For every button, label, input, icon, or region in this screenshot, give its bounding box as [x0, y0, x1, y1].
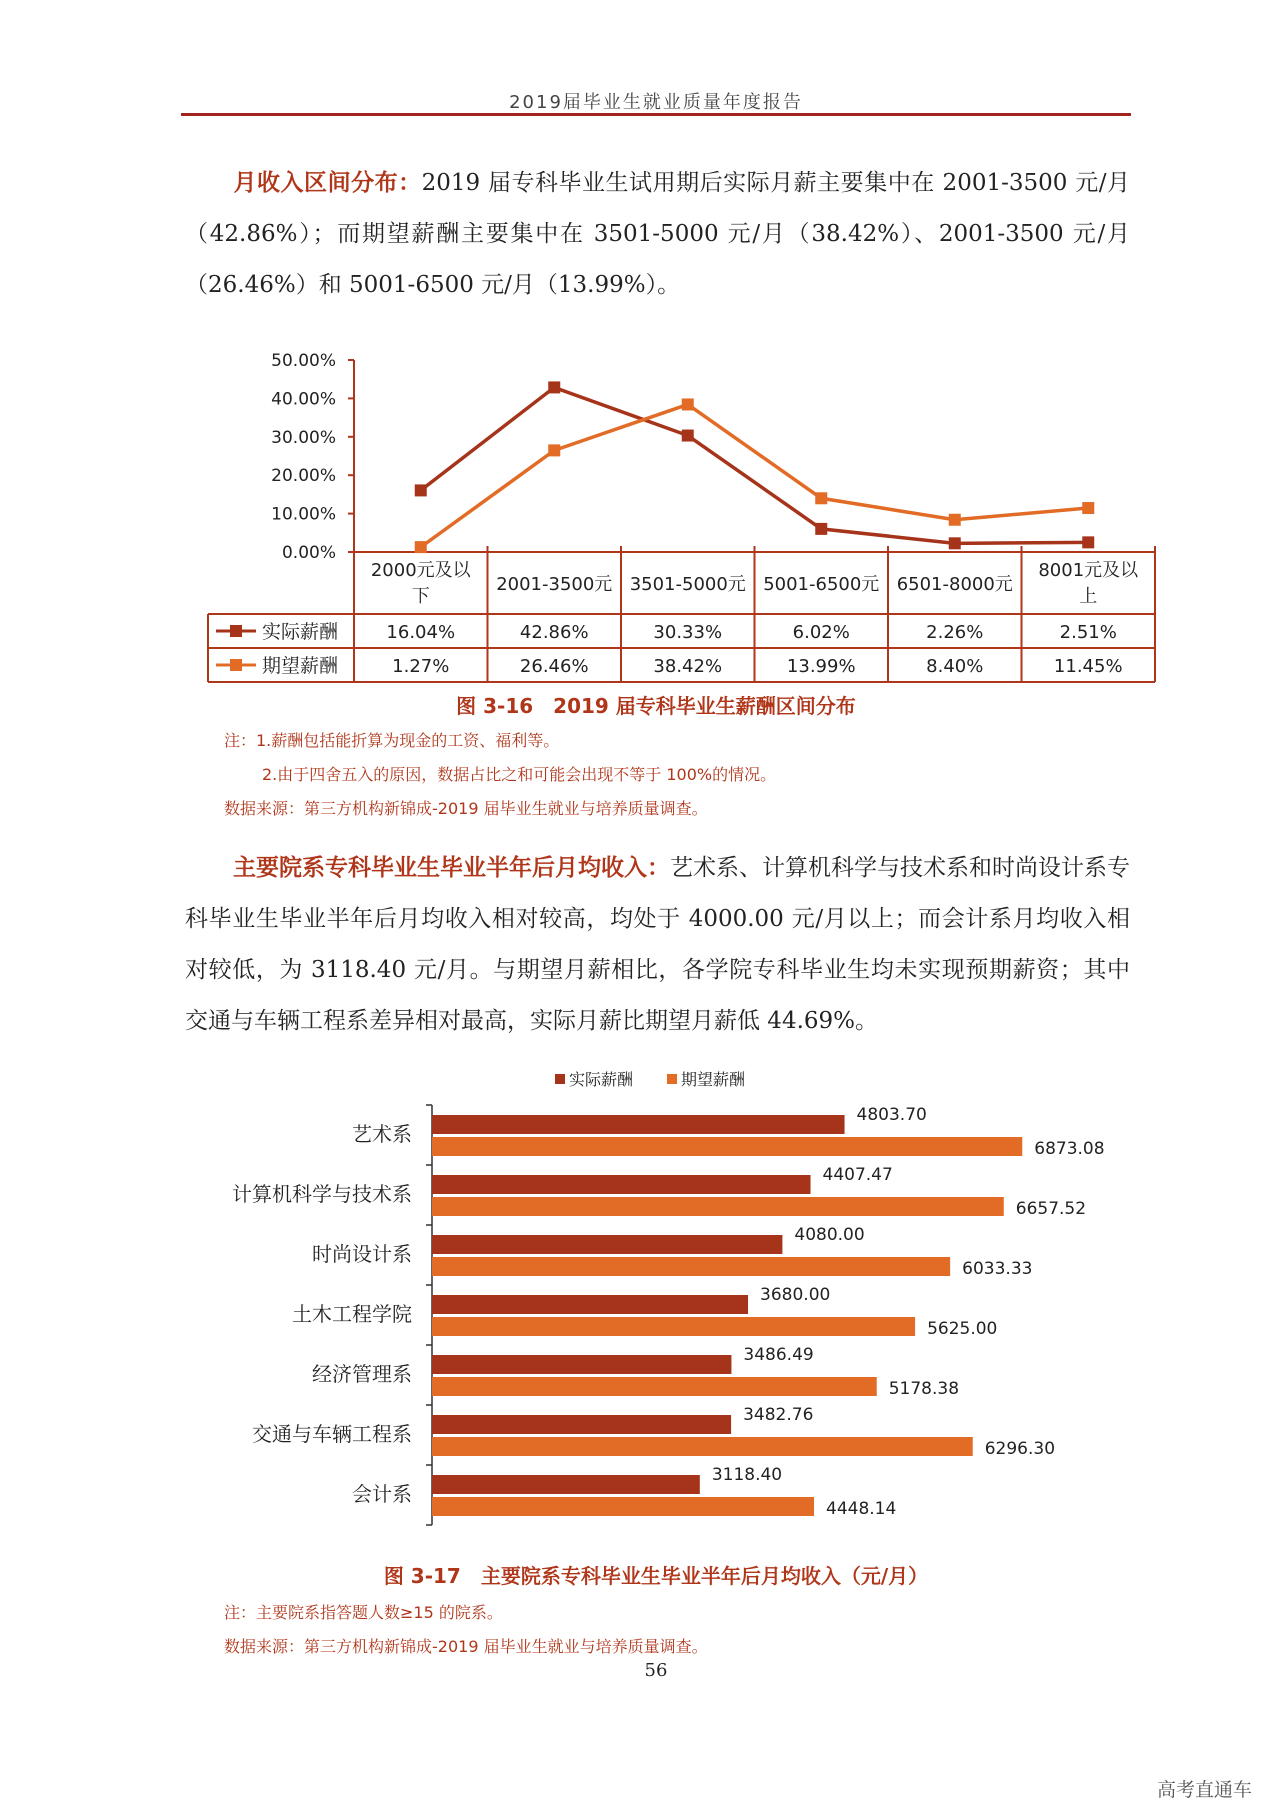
x-category-label: 3501-5000元	[629, 574, 746, 595]
data-point	[949, 514, 961, 526]
page-number: 56	[644, 1660, 668, 1681]
data-label: 13.99%	[786, 656, 856, 677]
bar-value-label: 4448.14	[826, 1499, 897, 1519]
legend-marker	[230, 659, 242, 671]
watermark: 高考直通车	[1156, 1779, 1252, 1801]
bar-expected	[432, 1137, 1022, 1156]
income-range-paragraph	[185, 158, 1130, 311]
paragraph-body: 2019 届专科毕业生试用期后实际月薪主要集中在 2001-3500 元/月（42.86%）；而期望薪酬主要集中在 3501-5000 元/月（38.42%）、2001-3500 元/月（26.46%）和 5001-6500 元/月（13.99%）。	[185, 170, 1130, 298]
legend-marker	[667, 1074, 677, 1084]
bar-expected	[432, 1437, 973, 1456]
data-point	[949, 537, 961, 549]
x-category-label: 下	[411, 586, 430, 607]
x-category-label: 上	[1079, 586, 1098, 607]
data-label: 11.45%	[1053, 656, 1123, 677]
y-tick-label: 0.00%	[281, 543, 336, 563]
bar-value-label: 3118.40	[711, 1465, 783, 1485]
data-point	[548, 381, 560, 393]
data-label: 2.51%	[1059, 622, 1117, 643]
legend-marker	[230, 625, 242, 637]
report-header: 2019届毕业生就业质量年度报告	[509, 92, 803, 113]
data-label: 26.46%	[519, 656, 589, 677]
data-point	[415, 484, 427, 496]
category-label: 交通与车辆工程系	[252, 1422, 412, 1446]
x-category-label: 6501-8000元	[896, 574, 1013, 595]
y-tick-label: 10.00%	[271, 504, 336, 525]
figure-caption-3-16: 图 3-16 2019 届专科毕业生薪酬区间分布	[456, 694, 856, 718]
bar-expected	[432, 1317, 915, 1336]
bar-value-label: 4803.70	[856, 1105, 927, 1125]
legend-label: 实际薪酬	[262, 621, 339, 643]
x-category-label: 5001-6500元	[763, 574, 880, 595]
category-label: 时尚设计系	[312, 1242, 412, 1266]
figure-caption-3-17: 图 3-17 主要院系专科毕业生毕业半年后月均收入（元/月）	[383, 1564, 929, 1588]
x-category-label: 8001元及以	[1038, 560, 1139, 581]
bar-actual	[432, 1295, 748, 1314]
data-point	[415, 541, 427, 553]
data-label: 42.86%	[519, 622, 589, 643]
data-label: 38.42%	[653, 656, 723, 677]
department-income-paragraph	[185, 843, 1130, 1047]
x-category-label: 2001-3500元	[496, 574, 613, 595]
bar-expected	[432, 1257, 950, 1276]
bar-actual	[432, 1355, 731, 1374]
data-point	[548, 444, 560, 456]
data-source-note: 数据来源：第三方机构新锦成-2019 届毕业生就业与培养质量调查。	[224, 1637, 708, 1656]
bar-actual	[432, 1415, 731, 1434]
paragraph-lead: 月收入区间分布：	[233, 170, 422, 196]
y-tick-label: 30.00%	[271, 427, 336, 448]
series-line-actual	[421, 387, 1089, 543]
data-label: 6.02%	[792, 622, 850, 643]
figure-note: 注：1.薪酬包括能折算为现金的工资、福利等。	[224, 731, 560, 750]
legend-marker	[555, 1074, 565, 1084]
salary-range-line-chart	[200, 345, 1170, 690]
bar-value-label: 3680.00	[760, 1285, 831, 1305]
paragraph-lead: 主要院系专科毕业生毕业半年后月均收入：	[233, 855, 670, 881]
figure-note: 注：主要院系指答题人数≥15 的院系。	[224, 1603, 503, 1622]
data-point	[815, 492, 827, 504]
bar-value-label: 4407.47	[822, 1165, 893, 1185]
x-category-label: 2000元及以	[370, 560, 471, 581]
data-label: 16.04%	[386, 622, 456, 643]
y-tick-label: 50.00%	[271, 351, 336, 371]
y-tick-label: 20.00%	[271, 466, 336, 487]
data-source-note: 数据来源：第三方机构新锦成-2019 届毕业生就业与培养质量调查。	[224, 799, 708, 818]
data-point	[682, 398, 694, 410]
bar-value-label: 6873.08	[1034, 1139, 1105, 1159]
data-label: 8.40%	[926, 656, 984, 677]
bar-expected	[432, 1197, 1004, 1216]
bar-expected	[432, 1497, 814, 1516]
category-label: 艺术系	[352, 1122, 412, 1146]
department-income-bar-chart	[200, 1070, 1170, 1550]
bar-value-label: 6296.30	[984, 1439, 1056, 1459]
series-line-expected	[421, 404, 1089, 547]
bar-actual	[432, 1115, 845, 1134]
header-rule	[181, 113, 1131, 116]
bar-value-label: 3482.76	[743, 1405, 814, 1425]
category-label: 经济管理系	[312, 1362, 412, 1386]
bar-value-label: 5625.00	[927, 1319, 998, 1339]
legend-label: 期望薪酬	[681, 1070, 746, 1089]
data-point	[682, 430, 694, 442]
bar-expected	[432, 1377, 877, 1396]
bar-actual	[432, 1175, 811, 1194]
category-label: 计算机科学与技术系	[232, 1182, 412, 1206]
category-label: 土木工程学院	[292, 1302, 412, 1326]
bar-value-label: 5178.38	[888, 1379, 960, 1399]
data-label: 1.27%	[392, 656, 450, 677]
data-point	[815, 523, 827, 535]
bar-actual	[432, 1235, 782, 1254]
figure-note: 2.由于四舍五入的原因，数据占比之和可能会出现不等于 100%的情况。	[262, 765, 777, 784]
y-tick-label: 40.00%	[271, 389, 336, 410]
legend-label: 实际薪酬	[569, 1070, 634, 1089]
data-point	[1082, 536, 1094, 548]
paragraph-body: 艺术系、计算机科学与技术系和时尚设计系专科毕业生毕业半年后月均收入相对较高，均处于 4000.00 元/月以上；而会计系月均收入相对较低，为 3118.40 元/月。与期望月薪相比，各学院专科毕业生均未实现预期薪资；其中交通与车辆工程系差异相对最高，实际月薪比期望月薪低 44.69%。	[185, 855, 1130, 1034]
data-label: 30.33%	[653, 622, 723, 643]
data-label: 2.26%	[926, 622, 984, 643]
bar-value-label: 6033.33	[962, 1259, 1033, 1279]
data-point	[1082, 502, 1094, 514]
bar-value-label: 3486.49	[743, 1345, 814, 1365]
bar-actual	[432, 1475, 700, 1494]
bar-value-label: 4080.00	[794, 1225, 865, 1245]
bar-value-label: 6657.52	[1015, 1199, 1087, 1219]
category-label: 会计系	[352, 1482, 412, 1506]
legend-label: 期望薪酬	[262, 655, 339, 677]
